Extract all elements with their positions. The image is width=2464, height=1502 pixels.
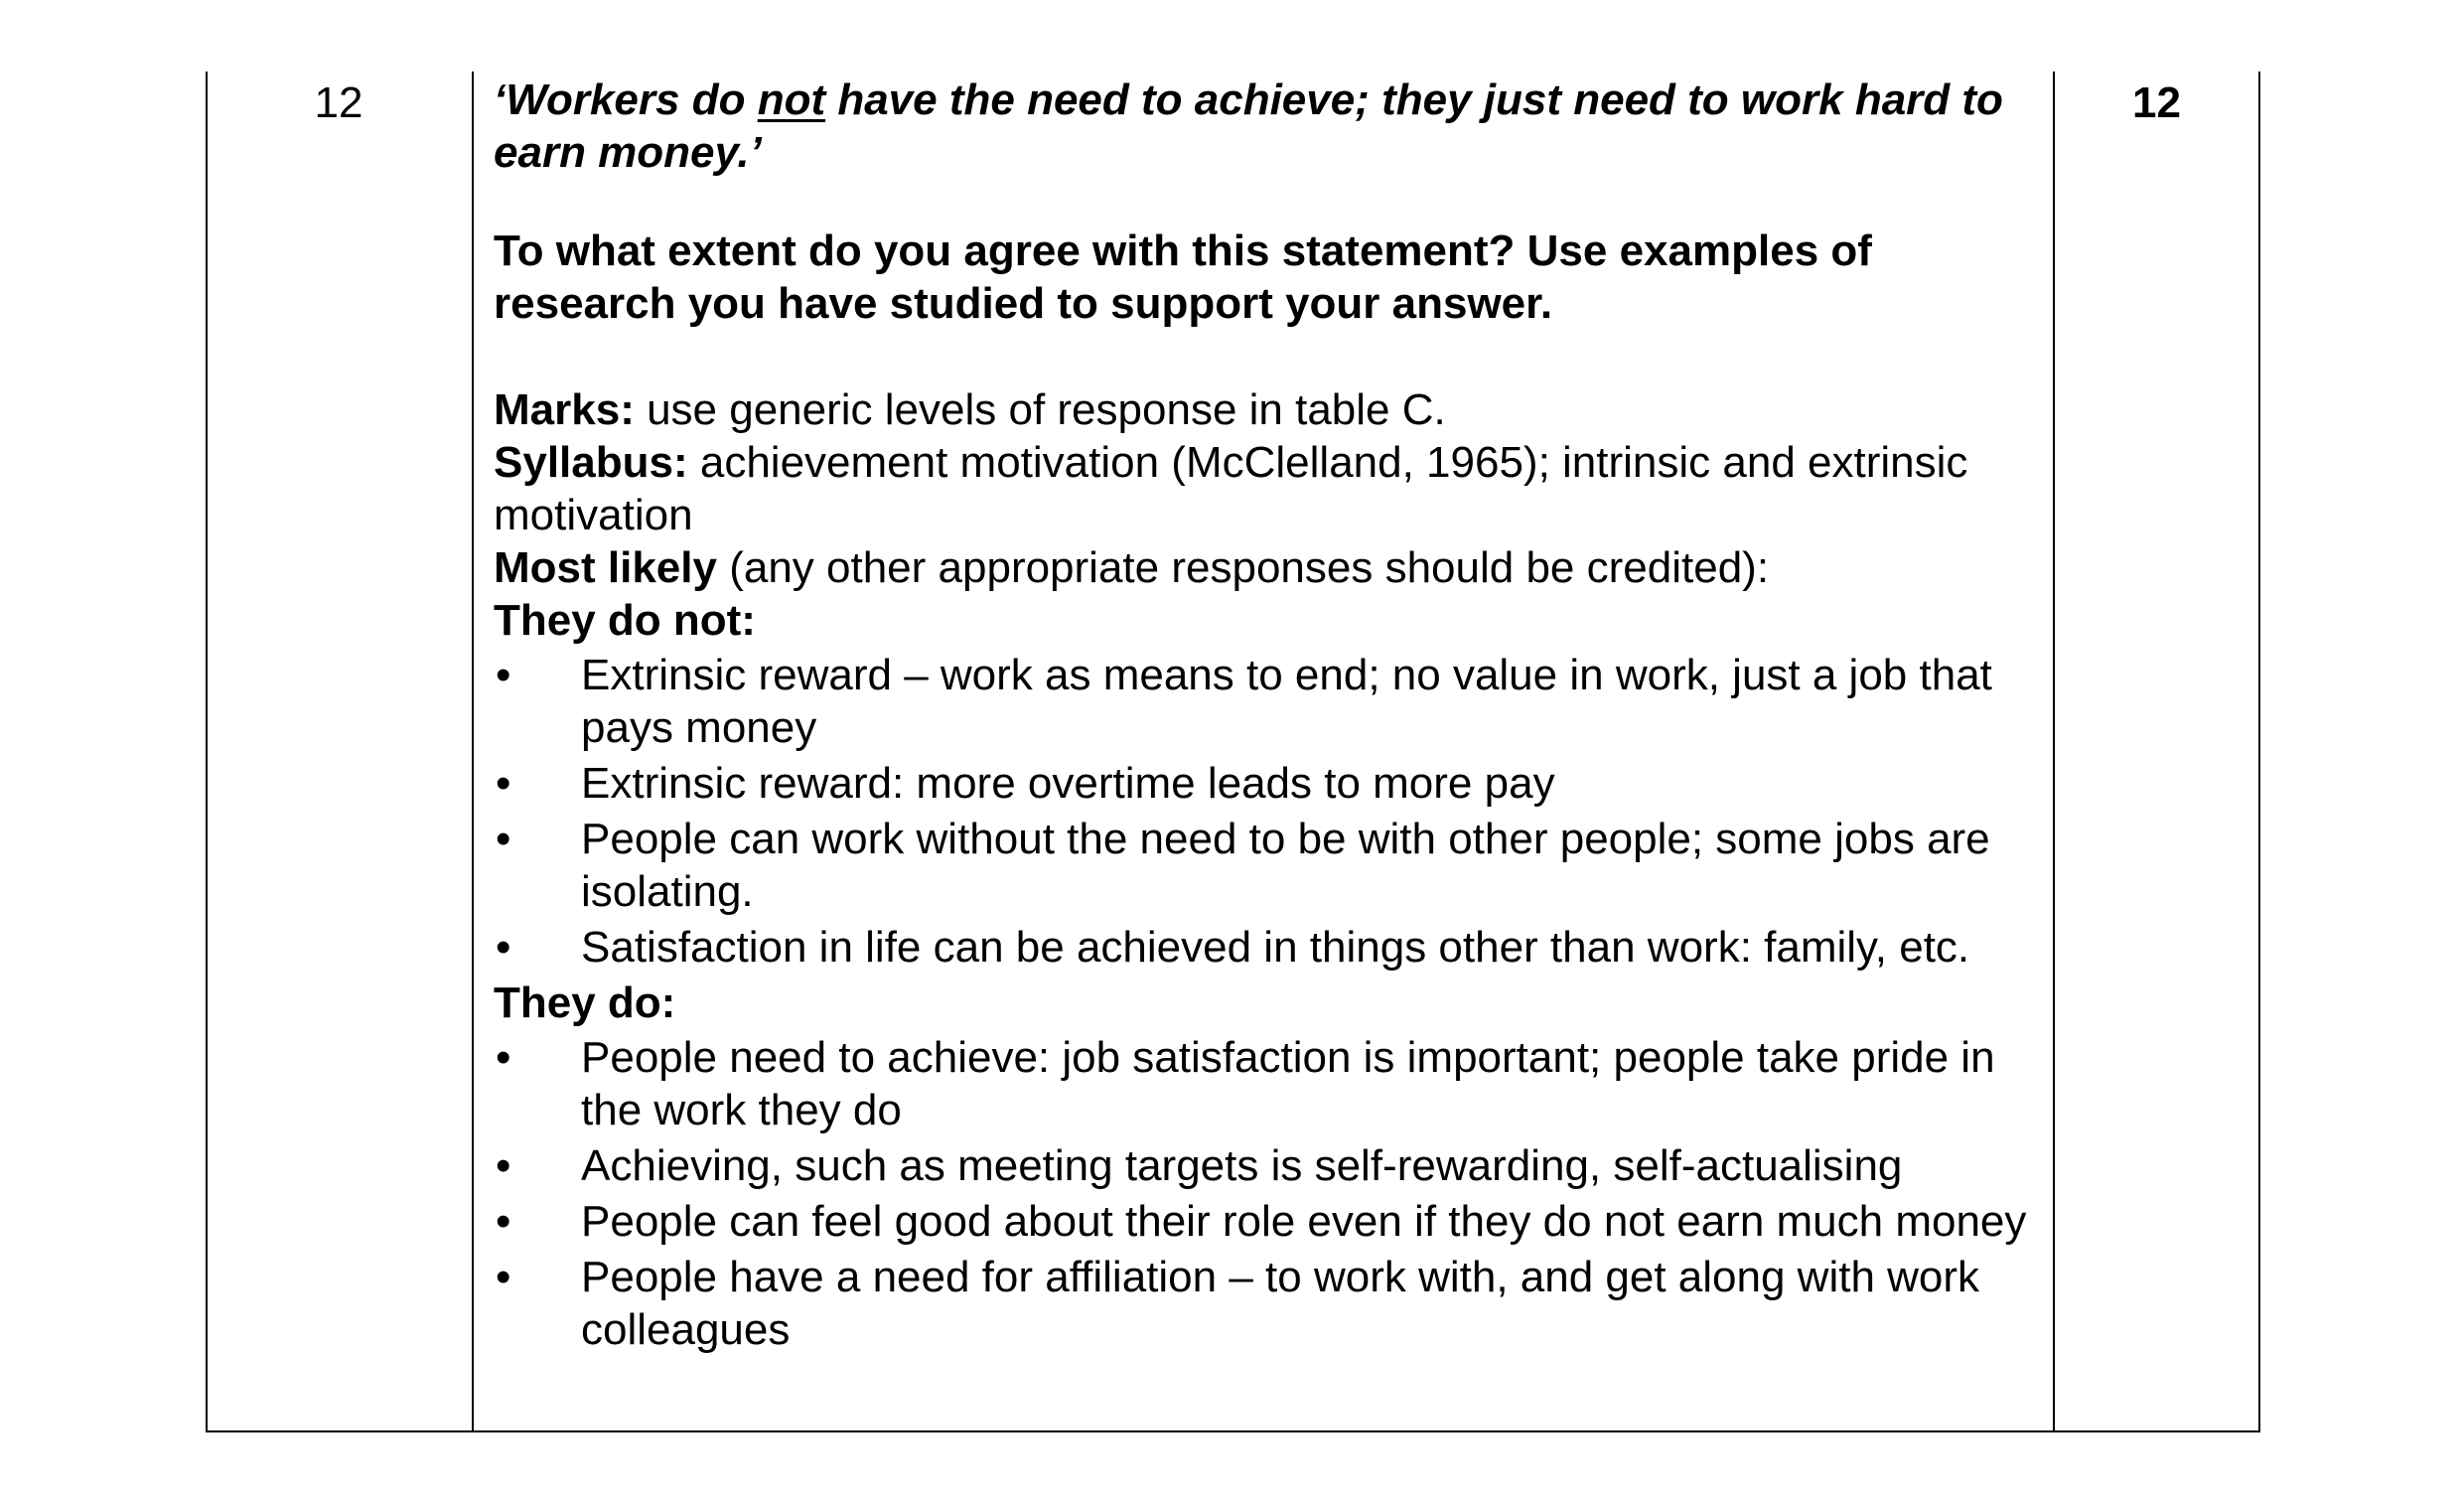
question-statement [494,74,2043,179]
bullet-icon: • [496,815,511,863]
marks-label: Marks: [494,385,635,434]
column-divider-2 [2053,72,2055,1432]
most-likely-label: Most likely [494,543,717,592]
list-item [494,1195,2043,1248]
list-item-text: People need to achieve: job satisfaction is important; people take pride in the work they do [581,1033,1995,1134]
list-item-text: Satisfaction in life can be achieved in things other than work: family, etc. [581,923,1970,972]
list-item-text: Extrinsic reward – work as means to end; no value in work, just a job that pays money [581,651,1992,752]
most-likely-guidance [494,541,2043,594]
bullet-icon: • [496,1033,511,1082]
question-prompt: To what extent do you agree with this statement? Use examples of research you have studied to support your answer. [494,226,1872,328]
bullet-icon: • [496,651,511,699]
mark-scheme-table [206,72,2260,1432]
list-item-text: People can work without the need to be with other people; some jobs are isolating. [581,815,1990,916]
list-item [494,649,2043,754]
question-number: 12 [314,78,363,127]
list-item [494,813,2043,918]
statement-part-2: have the need to achieve; they just need to work hard to earn money.’ [494,75,2003,177]
syllabus-text: achievement motivation (McClelland, 1965); intrinsic and extrinsic motivation [494,438,1968,539]
syllabus-guidance [494,436,2043,541]
bullet-icon: • [496,1141,511,1190]
list-item [494,1139,2043,1192]
list-item [494,1031,2043,1136]
list-item [494,921,2043,974]
marks-total: 12 [2132,78,2181,127]
list-item-text: People have a need for affiliation – to work with, and get along with work colleagues [581,1253,1980,1354]
marks-guidance [494,383,2043,436]
column-divider-1 [472,72,474,1432]
they-do-not-list [494,649,2043,974]
bullet-icon: • [496,1253,511,1301]
most-likely-text: (any other appropriate responses should be credited): [716,543,1770,592]
bullet-icon: • [496,1197,511,1246]
list-item [494,757,2043,810]
list-item-text: Achieving, such as meeting targets is self-rewarding, self-actualising [581,1141,1903,1190]
marks-text: use generic levels of response in table C. [634,385,1446,434]
list-item [494,1251,2043,1356]
bullet-icon: • [496,759,511,808]
list-item-text: People can feel good about their role even if they do not earn much money [581,1197,2027,1246]
statement-emphasis: not [757,75,826,124]
guidance-block [494,383,2043,1356]
answer-cell [494,74,2043,1359]
they-do-not-heading: They do not: [494,596,756,645]
table-border-left [206,72,208,1432]
table-border-right [2258,72,2260,1432]
statement-part-1: ‘Workers do [494,75,758,124]
they-do-heading: They do: [494,978,676,1027]
list-item-text: Extrinsic reward: more overtime leads to more pay [581,759,1555,808]
bullet-icon: • [496,923,511,972]
they-do-list [494,1031,2043,1356]
syllabus-label: Syllabus: [494,438,688,487]
table-border-bottom [206,1430,2260,1432]
